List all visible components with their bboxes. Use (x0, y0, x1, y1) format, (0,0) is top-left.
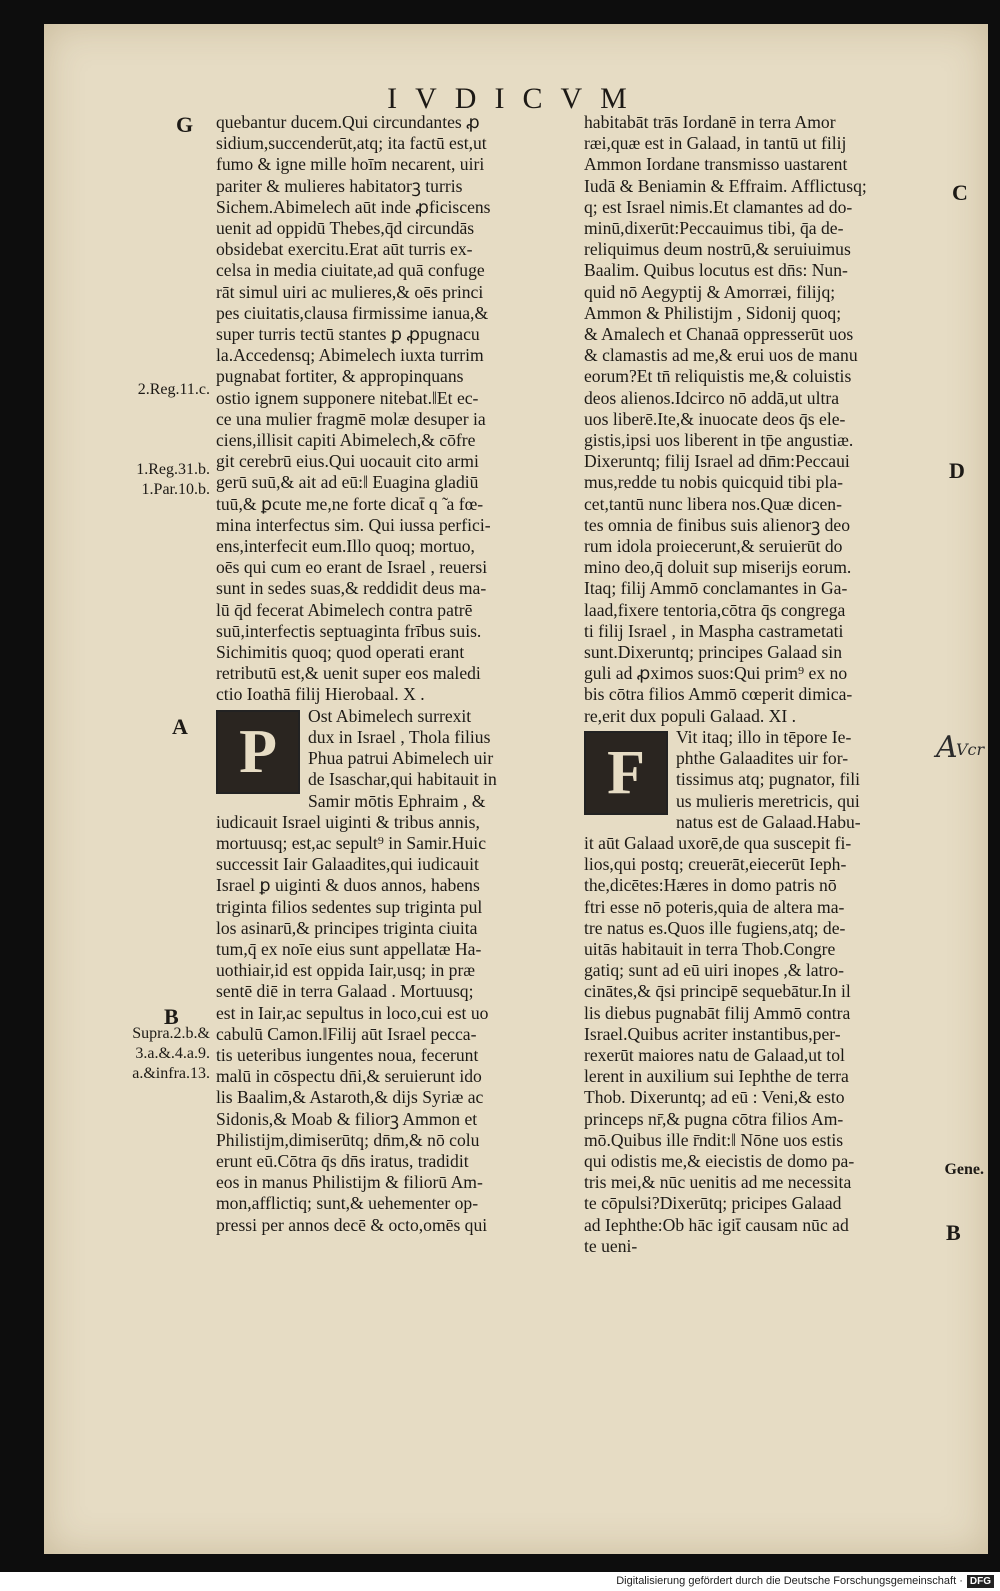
text-line: bis cōtra filios Ammō cœperit dimica- (584, 684, 853, 705)
text-line: it aūt Galaad uxorē,de qua suscepit fi- (584, 832, 852, 853)
text-line: Israel.Quibus acriter instantibus,per- (584, 1023, 841, 1044)
margin-ref-3a: 3.a.&.4.a.9. (135, 1045, 210, 1062)
text-line: uos liberē.Ite,& inuocate deos q̄s ele- (584, 408, 846, 429)
text-line: est in Iair,ac sepultus in loco,cui est uo (216, 1002, 489, 1023)
text-line: cabulū Camon.‖Filij aūt Israel pecca- (216, 1023, 477, 1044)
section-marker-d: D (949, 458, 965, 483)
handwritten-note-tail: Vcr (956, 740, 985, 759)
right-column (584, 112, 936, 1257)
text-line: Ammon & Philistijm , Sidonij quoq; (584, 302, 842, 323)
text-line: tis ueteribus iungentes noua, fecerunt (216, 1044, 479, 1065)
text-line: erunt eū.Cōtra q̄s dn̄s iratus, tradidit (216, 1150, 469, 1171)
text-line: phthe Galaadites uir for- (676, 748, 849, 769)
text-line: princeps nr̄,& pugna cōtra filios Am- (584, 1108, 844, 1129)
text-line: successit Iair Galaadites,qui iudicauit (216, 854, 479, 875)
text-line: eos in manus Philistijm & filiorū Am- (216, 1172, 483, 1193)
text-line: triginta filios sedentes sup triginta pul (216, 896, 483, 917)
text-line: lios,qui postq; creuerāt,eiecerūt Ieph- (584, 854, 847, 875)
text-line: rum idola proiecerunt,& seruierūt do (584, 536, 843, 557)
text-line: Samir mōtis Ephraim , & (308, 790, 486, 811)
text-line: Baalim. Quibus locutus est dn̄s: Nun- (584, 260, 848, 281)
text-line: lis Baalim,& Astaroth,& dijs Syriæ ac (216, 1087, 484, 1108)
text-line: sunt.Dixeruntq; principes Galaad sin (584, 642, 842, 663)
text-line: pressi per annos decē & octo,omēs qui (216, 1214, 488, 1235)
text-line: tum,q̄ ex noīe eius sunt appellatæ Ha- (216, 938, 482, 959)
text-line: te ueni- (584, 1235, 638, 1256)
text-line: ciens,illisit capiti Abimelech,& cōfre (216, 430, 476, 451)
text-line: de Isaschar,qui habitauit in (308, 769, 497, 790)
text-line: tissimus atq; pugnator, fili (676, 769, 861, 790)
margin-ref-gene: Gene. (944, 1161, 984, 1178)
text-line: us mulieris meretricis, qui (676, 790, 860, 811)
left-lines-before (216, 112, 568, 706)
text-line: mina interfectus sim. Qui iussa perfici- (216, 514, 491, 535)
text-line: malū in cōspectu dn̄i,& seruierunt ido (216, 1066, 482, 1087)
text-line: Israel ꝑ uiginti & duos annos, habens (216, 875, 480, 896)
text-line: Iudā & Beniamin & Effraim. Afflictusq; (584, 175, 867, 196)
section-marker-g: G (176, 112, 194, 137)
text-line: uitās habitauit in terra Thob.Congre (584, 938, 836, 959)
text-line: Sidonis,& Moab & filiorꝫ Ammon et (216, 1108, 478, 1129)
text-line: eorum?Et tn̄ reliquistis me,& coluistis (584, 366, 852, 387)
text-line: rexerūt maiores natu de Galaad,ut tol (584, 1044, 845, 1065)
dfg-logo-icon: DFG (967, 1575, 994, 1588)
book-page (44, 24, 988, 1554)
text-line: celsa in media ciuitate,ad quā confuge (216, 260, 485, 281)
text-line: cinātes,& q̄si principē sequebātur.In il (584, 981, 851, 1002)
text-line: dux in Israel , Thola filius (308, 726, 491, 747)
text-line: fumo & igne mille hoīm necarent, uiri (216, 154, 485, 175)
text-line: & clamastis ad me,& erui uos de manu (584, 345, 858, 366)
text-line: Thob. Dixeruntq; ad eū : Veni,& esto (584, 1087, 845, 1108)
text-line: deos alienos.Idcirco nō addā,ut ultra (584, 387, 840, 408)
text-line: Sichem.Abimelech aūt inde ꝓficiscens (216, 196, 491, 217)
initial-letter-f: F (584, 731, 668, 815)
text-line: gistis,ipsi uos liberent in tp̄e angustiæ. (584, 430, 854, 451)
text-line: uenit ad oppidū Thebes,q̄d circundās (216, 218, 475, 239)
text-line: mō.Quibus ille r̄ndit:‖ Nōne uos estis (584, 1129, 844, 1150)
text-line: lū q̄d fecerat Abimelech contra patrē (216, 599, 473, 620)
footer-text: Digitalisierung gefördert durch die Deutsche Forschungsgemeinschaft (616, 1575, 957, 1587)
handwritten-note-a: A (936, 730, 958, 765)
text-line: the,dicētes:Hæres in domo patris nō (584, 875, 837, 896)
text-line: gerū suū,& ait ad eū:‖ Euagina gladiū (216, 472, 479, 493)
section-marker-c: C (952, 180, 968, 205)
margin-ref-1reg: 1.Reg.31.b. (136, 461, 210, 478)
text-line: iudicauit Israel uiginti & tribus annis, (216, 811, 480, 832)
text-line: lis diebus pugnabāt filij Ammō contra (584, 1002, 851, 1023)
text-line: Phua patrui Abimelech uir (308, 748, 494, 769)
text-line: Vit itaq; illo in tēpore Ie- (676, 726, 852, 747)
text-line: Itaq; filij Ammō conclamantes in Ga- (584, 578, 848, 599)
text-line: Ost Abimelech surrexit (308, 705, 472, 726)
text-line: q; est Israel nimis.Et clamantes ad do- (584, 196, 853, 217)
section-marker-b-right: B (946, 1220, 961, 1245)
text-line: obsidebat exercitu.Erat aūt turris ex- (216, 239, 473, 260)
text-line: Ammon Iordane transmisso uastarent (584, 154, 848, 175)
text-line: retributū est,& uenit super eos maledi (216, 663, 481, 684)
text-line: te cōpulsi?Dixerūtq; pricipes Galaad (584, 1193, 842, 1214)
text-line: pes ciuitatis,clausa firmissime ianua,& (216, 302, 489, 323)
text-line: cet,tantū nunc libera nos.Quæ dicen- (584, 493, 842, 514)
text-line: ens,interfecit eum.Illo quoq; mortuo, (216, 536, 475, 557)
text-line: laad,fixere tentoria,cōtra q̄s congrega (584, 599, 846, 620)
section-marker-b-left: B (164, 1004, 179, 1029)
text-line: re,erit dux populi Galaad. XI . (584, 705, 797, 726)
text-line: suū,interfectis septuaginta frībus suis. (216, 620, 482, 641)
text-line: los asinarū,& principes triginta ciuita (216, 917, 478, 938)
text-line: sidium,succenderūt,atq; ita factū est,ut (216, 133, 487, 154)
text-line: git cerebrū eius.Qui uocauit cito armi (216, 451, 479, 472)
text-line: ftri esse nō poteris,quia de altera ma- (584, 896, 845, 917)
text-line: lerent in auxilium sui Iephthe de terra (584, 1066, 849, 1087)
text-line: tuū,& ꝑcute me,ne forte dicat̄ q ̃ a fœ- (216, 493, 484, 514)
text-line: tris mei,& nūc uenitis ad me necessita (584, 1172, 852, 1193)
text-line: mon,afflictiq; sunt,& uehementer op- (216, 1193, 479, 1214)
text-line: Dixeruntq; filij Israel ad dn̄m:Peccaui (584, 451, 850, 472)
text-line: minū,dixerūt:Peccauimus tibi, q̄a de- (584, 218, 844, 239)
initial-letter-p: P (216, 710, 300, 794)
text-line: oēs qui cum eo erant de Israel , reuersi (216, 557, 488, 578)
text-line: Philistijm,dimiserūtq; dn̄m,& nō colu (216, 1129, 480, 1150)
text-line: mino deo,q̄ doluit sup miserijs eorum. (584, 557, 852, 578)
text-line: reliquimus deum nostrū,& seruiuimus (584, 239, 851, 260)
text-line: rāt simul uiri ac mulieres,& oēs princi (216, 281, 484, 302)
text-line: habitabāt trās Iordanē in terra Amor (584, 112, 836, 132)
text-line: mus,redde tu nobis quicquid tibi pla- (584, 472, 843, 493)
text-line: uothiair,id est oppida Iair,usq; in præ (216, 960, 476, 981)
text-line: ræi,quæ est in Galaad, in tantū ut filij (584, 133, 847, 154)
text-line: Sichimitis quoq; quod operati erant (216, 642, 465, 663)
text-line: guli ad ꝓximos suos:Qui prim⁹ ex no (584, 663, 848, 684)
text-line: mortuusq; est,ac sepult⁹ in Samir.Huic (216, 832, 487, 853)
text-line: sentē diē in terra Galaad . Mortuusq; (216, 981, 474, 1002)
right-lines-before (584, 112, 936, 727)
running-head: IVDICVM (387, 82, 645, 115)
margin-ref-2reg: 2.Reg.11.c. (137, 381, 210, 398)
text-line: pariter & mulieres habitatorꝫ turris (216, 175, 463, 196)
text-line: quid nō Aegyptij & Amorræi, filijq; (584, 281, 836, 302)
section-marker-a: A (172, 714, 188, 739)
text-line: ostio ignem supponere nitebat.‖Et ec- (216, 387, 479, 408)
text-line: la.Accedensq; Abimelech iuxta turrim (216, 345, 484, 366)
text-line: super turris tectū stantes ꝑ ꝓpugnacu (216, 324, 480, 345)
text-line: qui odistis me,& eiecistis de domo pa- (584, 1150, 855, 1171)
footer-bar: Digitalisierung gefördert durch die Deutsche Forschungsgemeinschaft · DFG (0, 1572, 1000, 1591)
text-line: quebantur ducem.Qui circundantes ꝓ (216, 112, 480, 132)
text-line: ctio Ioathā filij Hierobaal. X . (216, 684, 425, 705)
text-line: pugnabat fortiter, & appropinquans (216, 366, 464, 387)
text-line: ce una mulier fragmē molæ desuper ia (216, 408, 486, 429)
left-column (216, 112, 568, 1236)
margin-ref-supra: Supra.2.b.& (132, 1025, 210, 1042)
text-line: natus est de Galaad.Habu- (676, 811, 861, 832)
text-line: & Amalech et Chanaā oppresserūt uos (584, 324, 854, 345)
text-line: gatiq; sunt ad eū uiri inopes ,& latro- (584, 960, 844, 981)
text-line: tre natus es.Quos ille fugiens,atq; de- (584, 917, 846, 938)
text-line: ad Iephthe:Ob hāc igit̄ causam nūc ad (584, 1214, 849, 1235)
margin-ref-1par: 1.Par.10.b. (141, 481, 210, 498)
text-line: ti filij Israel , in Maspha castrametati (584, 620, 844, 641)
text-line: sunt in sedes suas,& reddidit deus ma- (216, 578, 487, 599)
margin-ref-infra: a.&infra.13. (132, 1065, 210, 1082)
text-line: tes omnia de finibus suis alienorꝫ deo (584, 514, 851, 535)
